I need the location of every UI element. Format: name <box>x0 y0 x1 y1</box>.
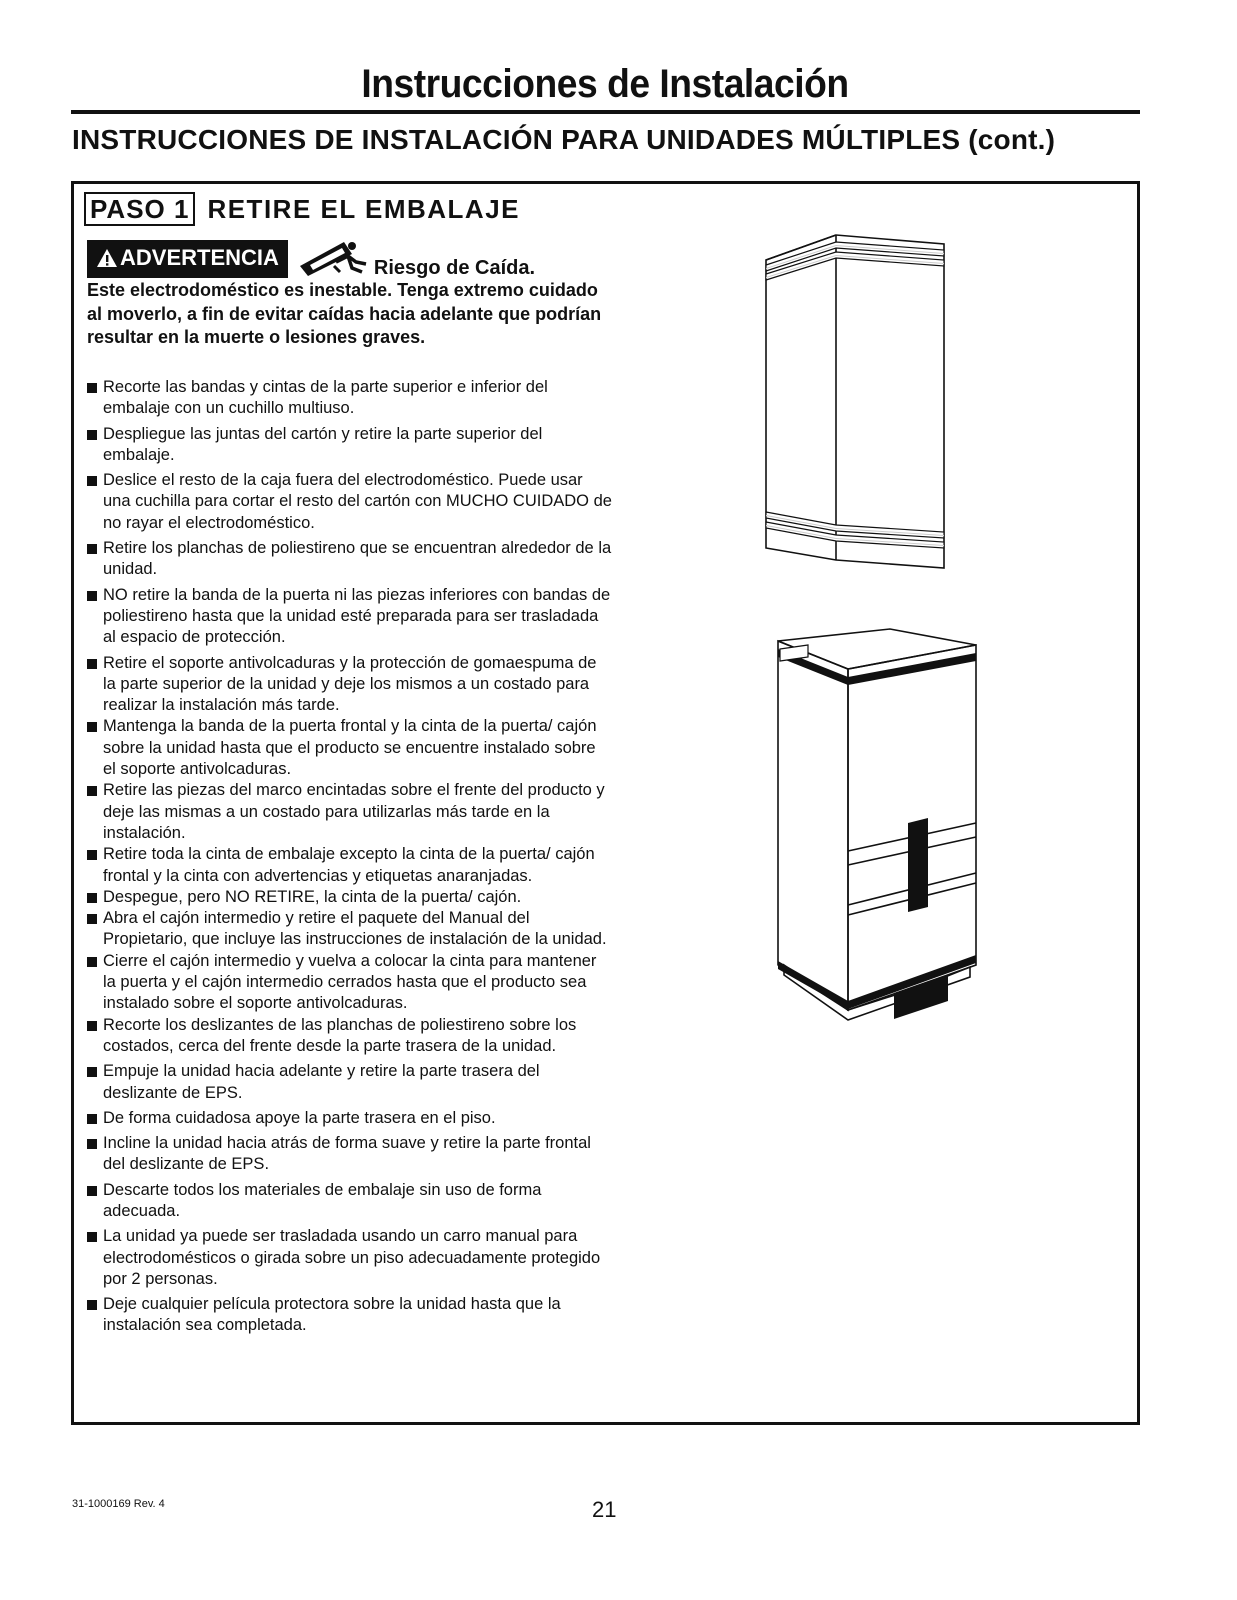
unpacked-unit-illustration <box>770 625 985 1045</box>
list-item-text: La unidad ya puede ser trasladada usando un carro manual para electrodomésticos o girada sobre un piso adecuadamente protegido por 2 personas. <box>103 1227 601 1288</box>
list-item <box>87 538 612 581</box>
list-item-text: Retire toda la cinta de embalaje excepto la cinta de la puerta/ cajón frontal y la cinta con advertencias y etiquetas anaranjadas. <box>103 845 595 885</box>
list-item-text: Despegue, pero NO RETIRE, la cinta de la puerta/ cajón. <box>103 887 522 906</box>
instruction-list <box>87 377 612 1337</box>
warning-body: Este electrodoméstico es inestable. Tenga extremo cuidado al moverlo, a fin de evitar caídas hacia adelante que podrían resultar en la muerte o lesiones graves. <box>87 280 602 347</box>
list-item-text: Deje cualquier película protectora sobre la unidad hasta que la instalación sea completada. <box>103 1295 561 1335</box>
list-item <box>87 377 612 420</box>
warning-badge <box>87 240 288 278</box>
list-item-text: Despliegue las juntas del cartón y retire la parte superior del embalaje. <box>103 424 543 464</box>
section-title: INSTRUCCIONES DE INSTALACIÓN PARA UNIDADES MÚLTIPLES (cont.) <box>72 124 1056 155</box>
bullet-square-icon <box>87 544 97 554</box>
list-item-text: Descarte todos los materiales de embalaje sin uso de forma adecuada. <box>103 1180 542 1220</box>
list-item <box>87 1061 612 1104</box>
list-item-text: Cierre el cajón intermedio y vuelva a colocar la cinta para mantener la puerta y el cajón intermedio cerrados hasta que el producto sea instalado sobre el soporte antivolcaduras. <box>103 951 597 1013</box>
packaged-unit-illustration <box>760 230 950 575</box>
list-item-text: Incline la unidad hacia atrás de forma suave y retire la parte frontal del deslizante de EPS. <box>103 1134 591 1174</box>
warning-label: ADVERTENCIA <box>120 245 279 270</box>
step-title: RETIRE EL EMBALAJE <box>207 193 520 224</box>
list-item-text: NO retire la banda de la puerta ni las piezas inferiores con bandas de poliestireno hasta que la unidad esté preparada para ser trasladada al espacio de protección. <box>103 585 611 647</box>
list-item <box>87 1294 612 1337</box>
risk-text: Riesgo de Caída. <box>373 257 536 279</box>
bullet-square-icon <box>87 430 97 440</box>
list-item <box>87 716 612 780</box>
list-item <box>87 1015 612 1058</box>
list-item <box>87 887 612 908</box>
step-header <box>84 192 520 226</box>
list-item <box>87 585 612 649</box>
list-item <box>87 424 612 467</box>
list-item-text: Recorte las bandas y cintas de la parte superior e inferior del embalaje con un cuchillo multiuso. <box>103 378 548 418</box>
bullet-square-icon <box>87 1232 97 1242</box>
bullet-square-icon <box>87 1300 97 1310</box>
bullet-square-icon <box>87 1114 97 1124</box>
list-item-text: Deslice el resto de la caja fuera del electrodoméstico. Puede usar una cuchilla para cortar el resto del cartón con MUCHO CUIDADO de no rayar el electrodoméstico. <box>103 471 612 532</box>
list-item <box>87 1108 612 1129</box>
page-number: 21 <box>592 1497 617 1522</box>
title-rule <box>71 110 1140 114</box>
list-item-text: Empuje la unidad hacia adelante y retire la parte trasera del deslizante de EPS. <box>103 1062 540 1102</box>
bullet-square-icon <box>87 786 97 796</box>
list-item <box>87 1133 612 1176</box>
warning-triangle-icon <box>96 248 118 268</box>
page-title: Instrucciones de Instalación <box>361 62 849 106</box>
bullet-square-icon <box>87 1067 97 1077</box>
doc-number: 31-1000169 Rev. 4 <box>72 1498 165 1510</box>
list-item-text: Mantenga la banda de la puerta frontal y la cinta de la puerta/ cajón sobre la unidad hasta que el producto se encuentre instalado sobre el soporte antivolcaduras. <box>103 717 597 779</box>
list-item-text: Recorte los deslizantes de las planchas de poliestireno sobre los costados, cerca del frente desde la parte trasera de la unidad. <box>103 1015 577 1055</box>
warning-row <box>87 236 535 278</box>
list-item <box>87 951 612 1015</box>
tip-over-hazard-icon <box>296 236 372 278</box>
list-item-text: Retire el soporte antivolcaduras y la protección de gomaespuma de la parte superior de la unidad y deje los mismos a un costado para realizar la instalación más tarde. <box>103 653 597 715</box>
list-item <box>87 908 612 951</box>
list-item <box>87 470 612 534</box>
list-item <box>87 1180 612 1223</box>
list-item-text: Retire las piezas del marco encintadas sobre el frente del producto y deje las mismas a un costado para utilizarlas más tarde en la instalación. <box>103 781 605 842</box>
list-item <box>87 1226 612 1290</box>
bullet-square-icon <box>87 1139 97 1149</box>
bullet-square-icon <box>87 914 97 924</box>
bullet-square-icon <box>87 476 97 486</box>
bullet-square-icon <box>87 957 97 967</box>
bullet-square-icon <box>87 659 97 669</box>
list-item-text: Abra el cajón intermedio y retire el paquete del Manual del Propietario, que incluye las instrucciones de instalación de la unidad. <box>103 909 607 949</box>
list-item <box>87 844 612 887</box>
step-badge: PASO 1 <box>84 192 195 226</box>
list-item-text: De forma cuidadosa apoye la parte trasera en el piso. <box>103 1108 496 1127</box>
bullet-square-icon <box>87 722 97 732</box>
list-item <box>87 653 612 717</box>
list-item-text: Retire los planchas de poliestireno que se encuentran alrededor de la unidad. <box>103 539 612 579</box>
bullet-square-icon <box>87 591 97 601</box>
bullet-square-icon <box>87 1186 97 1196</box>
bullet-square-icon <box>87 383 97 393</box>
list-item <box>87 780 612 844</box>
bullet-square-icon <box>87 850 97 860</box>
bullet-square-icon <box>87 893 97 903</box>
bullet-square-icon <box>87 1021 97 1031</box>
